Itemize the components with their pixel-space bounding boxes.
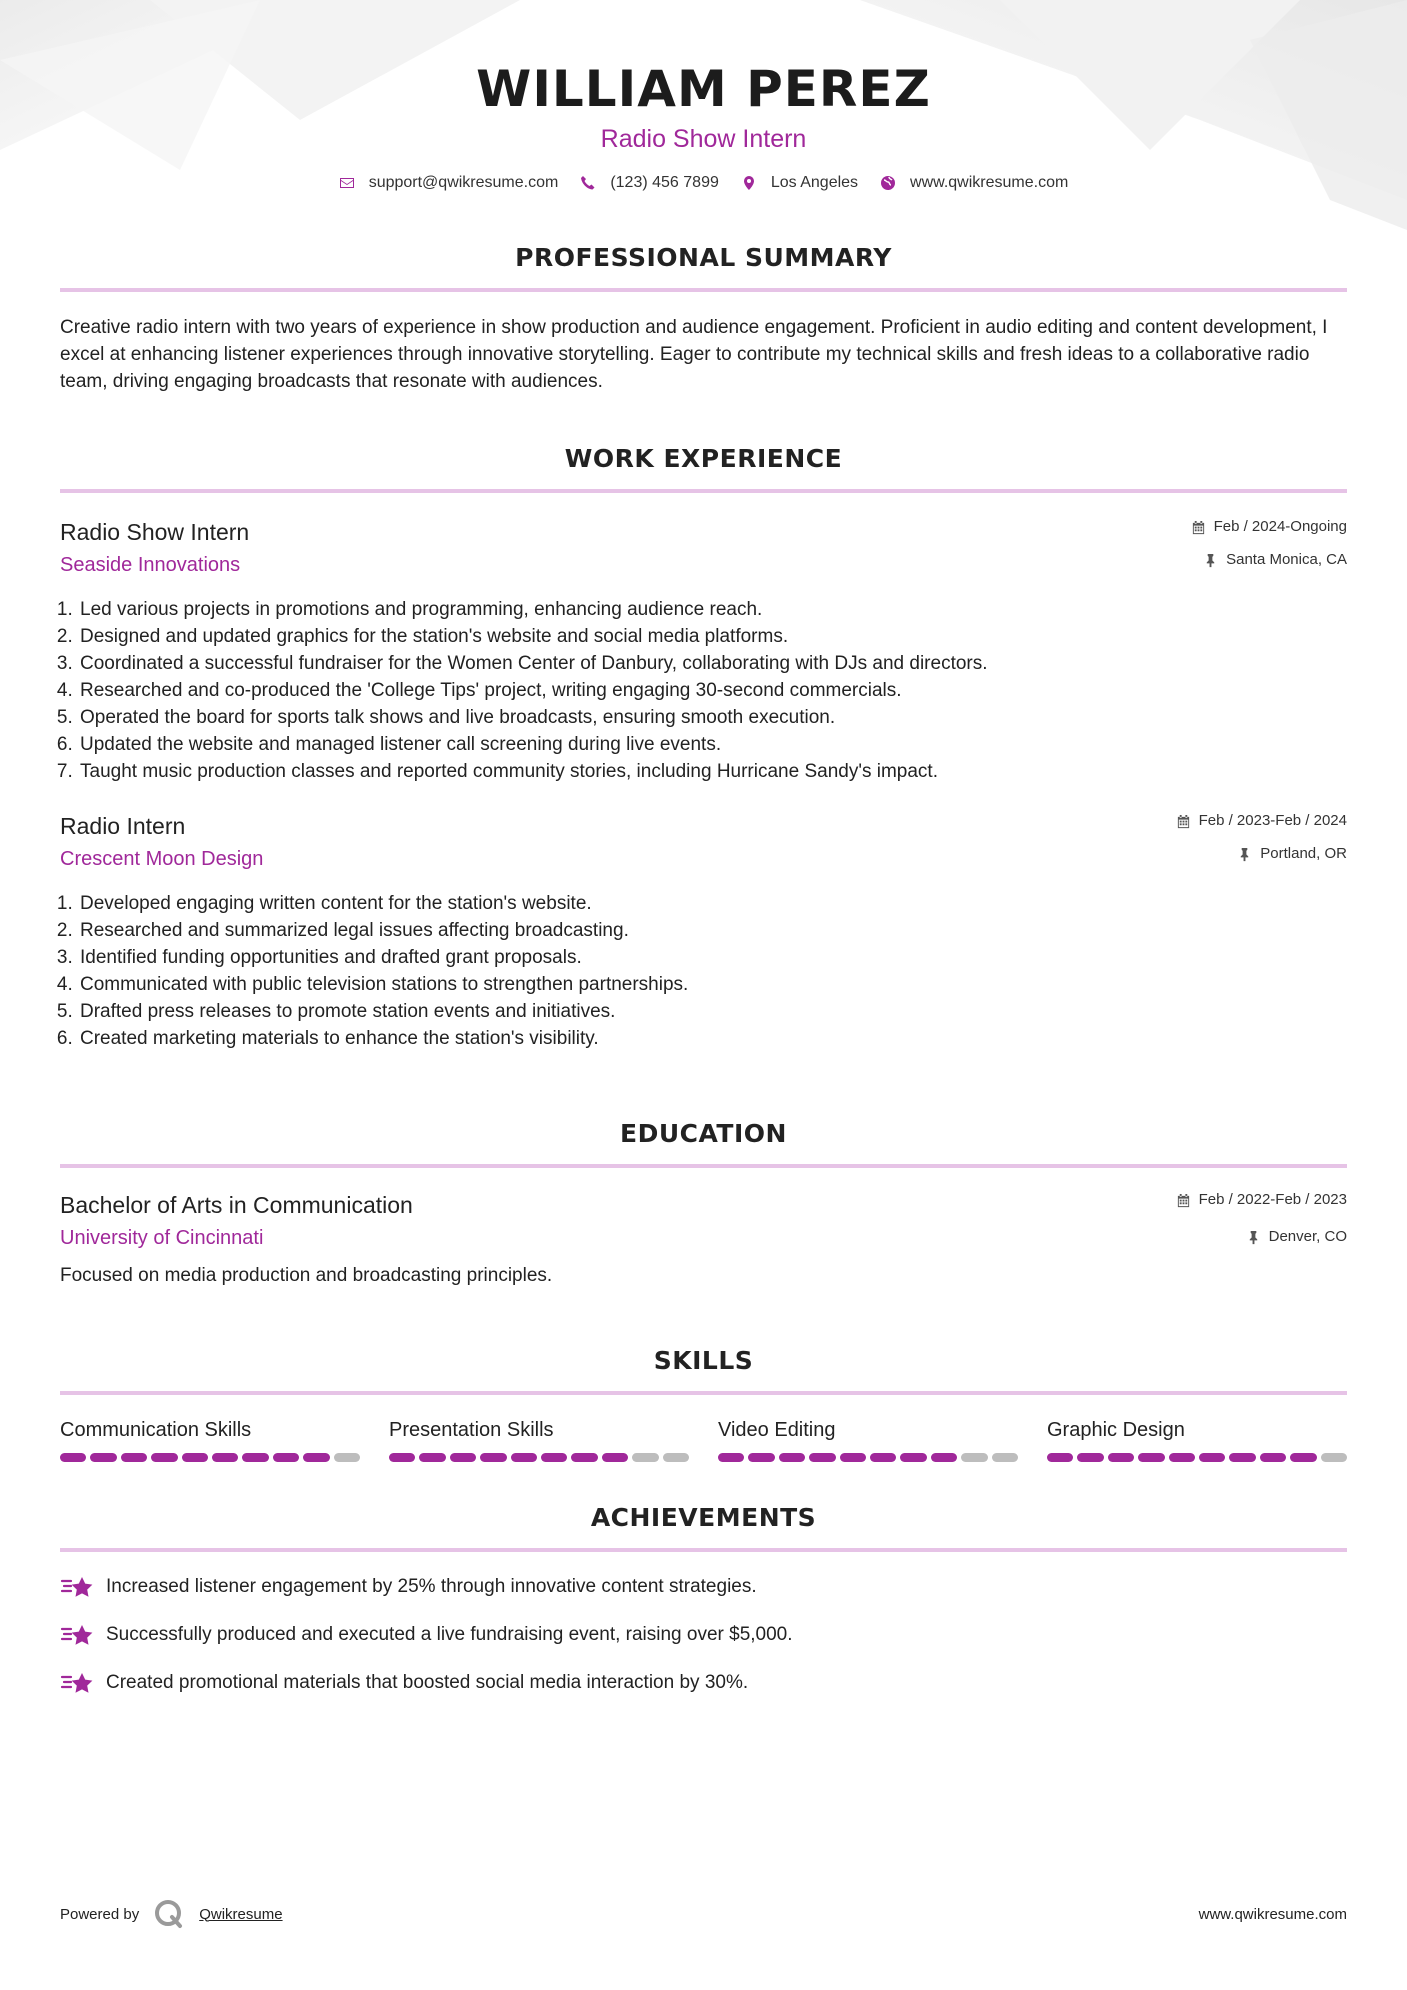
skill-segment-filled (60, 1453, 86, 1462)
skill-level-bar (718, 1453, 1018, 1462)
list-item: 6. Created marketing materials to enhance the station's visibility. (78, 1025, 1347, 1052)
job-date-text: Feb / 2024-Ongoing (1213, 518, 1347, 535)
envelope-icon (339, 175, 355, 191)
section-divider (60, 288, 1347, 292)
summary-text: Creative radio intern with two years of experience in show production and audience engagement. Proficient in audio editing and content development, I excel at enhancing listener experiences through innovative storytelling. Eager to contribute my technical skills and fresh ideas to a collaborative radio team, driving engaging broadcasts that resonate with audiences. (60, 317, 1328, 392)
skill-segment-filled (90, 1453, 116, 1462)
pushpin-icon (1237, 847, 1252, 862)
contact-location (741, 174, 858, 192)
skill-segment-filled (303, 1453, 329, 1462)
skill-item (389, 1417, 689, 1462)
job-date (1176, 811, 1347, 831)
degree-name: Bachelor of Arts in Communication (60, 1192, 413, 1218)
education-description: Focused on media production and broadcasting principles. (60, 1265, 553, 1286)
education-date (1176, 1190, 1347, 1210)
skill-segment-filled (511, 1453, 537, 1462)
job-company: Crescent Moon Design (60, 848, 264, 870)
job-date-text: Feb / 2023-Feb / 2024 (1198, 812, 1347, 829)
skill-segment-filled (212, 1453, 238, 1462)
contact-website[interactable] (880, 174, 1068, 192)
skill-segment-filled (602, 1453, 628, 1462)
shooting-star-icon (60, 1572, 96, 1602)
shooting-star-icon (60, 1620, 96, 1650)
skill-item (718, 1417, 1018, 1462)
list-item: 4. Researched and co-produced the 'College Tips' project, writing engaging 30-second commercials. (78, 677, 1347, 704)
achievements-list (60, 1572, 1347, 1698)
summary-heading: PROFESSIONAL SUMMARY (515, 243, 892, 272)
job-entry (60, 811, 1347, 1052)
list-item: 1. Developed engaging written content for the station's website. (78, 890, 1347, 917)
section-divider (60, 1548, 1347, 1552)
skill-segment-filled (779, 1453, 805, 1462)
skills-section (60, 1345, 1347, 1462)
skill-segment-filled (273, 1453, 299, 1462)
skill-name: Graphic Design (1047, 1419, 1185, 1441)
contact-email[interactable] (339, 174, 559, 192)
location-text: Los Angeles (770, 174, 859, 191)
skill-segment-filled (1260, 1453, 1286, 1462)
section-divider (60, 489, 1347, 493)
skill-level-bar (60, 1453, 360, 1462)
skill-segment-filled (809, 1453, 835, 1462)
skill-segment-empty (632, 1453, 658, 1462)
job-role: Radio Show Intern (60, 519, 250, 545)
school-name: University of Cincinnati (60, 1227, 264, 1249)
qwikresume-link[interactable]: Qwikresume (199, 1905, 283, 1923)
skill-segment-filled (840, 1453, 866, 1462)
skill-segment-empty (334, 1453, 360, 1462)
skill-segment-filled (151, 1453, 177, 1462)
education-section (60, 1118, 1347, 1289)
contact-bar (60, 174, 1347, 192)
achievements-section (60, 1502, 1347, 1698)
list-item: 4. Communicated with public television stations to strengthen partnerships. (78, 971, 1347, 998)
pushpin-icon (1246, 1230, 1261, 1245)
skill-segment-filled (450, 1453, 476, 1462)
list-item: 1. Led various projects in promotions and programming, enhancing audience reach. (78, 596, 1347, 623)
qwikresume-logo-icon (153, 1898, 185, 1930)
footer-website[interactable]: www.qwikresume.com (1198, 1905, 1347, 1923)
achievement-text: Successfully produced and executed a live fundraising event, raising over $5,000. (106, 1624, 793, 1645)
list-item: 5. Operated the board for sports talk shows and live broadcasts, ensuring smooth execution. (78, 704, 1347, 731)
skill-segment-filled (718, 1453, 744, 1462)
section-divider (60, 1164, 1347, 1168)
list-item (60, 1620, 1347, 1650)
skill-segment-filled (1229, 1453, 1255, 1462)
experience-section (60, 443, 1347, 1052)
skill-segment-filled (1169, 1453, 1195, 1462)
list-item (60, 1668, 1347, 1698)
job-role: Radio Intern (60, 813, 186, 839)
skill-segment-filled (1199, 1453, 1225, 1462)
education-heading: EDUCATION (620, 1119, 787, 1148)
list-item (60, 1572, 1347, 1602)
list-item: 3. Coordinated a successful fundraiser for the Women Center of Danbury, collaborating with DJs and directors. (78, 650, 1347, 677)
list-item: 2. Designed and updated graphics for the station's website and social media platforms. (78, 623, 1347, 650)
email-text: support@qwikresume.com (368, 174, 559, 191)
list-item: 5. Drafted press releases to promote station events and initiatives. (78, 998, 1347, 1025)
phone-text: (123) 456 7899 (610, 174, 719, 191)
candidate-title: Radio Show Intern (600, 125, 807, 153)
skill-segment-filled (242, 1453, 268, 1462)
skill-segment-empty (992, 1453, 1018, 1462)
calendar-icon (1176, 814, 1191, 829)
candidate-name: WILLIAM PEREZ (476, 60, 931, 118)
skill-segment-filled (1290, 1453, 1316, 1462)
pushpin-icon (1203, 553, 1218, 568)
skill-item (60, 1417, 360, 1462)
job-location-text: Santa Monica, CA (1226, 551, 1347, 568)
skill-segment-filled (1108, 1453, 1134, 1462)
skill-item (1047, 1417, 1347, 1462)
powered-by-label: Powered by (60, 1905, 140, 1923)
shooting-star-icon (60, 1668, 96, 1698)
skill-level-bar (1047, 1453, 1347, 1462)
skill-name: Video Editing (718, 1419, 836, 1441)
skill-segment-filled (900, 1453, 926, 1462)
powered-by (60, 1898, 283, 1930)
list-item: 2. Researched and summarized legal issues affecting broadcasting. (78, 917, 1347, 944)
job-bullets (60, 890, 1347, 1052)
summary-section (60, 242, 1347, 395)
skill-segment-filled (1077, 1453, 1103, 1462)
globe-icon (880, 175, 896, 191)
skills-grid (60, 1417, 1347, 1462)
skill-segment-filled (1138, 1453, 1164, 1462)
map-pin-icon (741, 175, 757, 191)
job-location (1176, 844, 1347, 864)
page-footer (60, 1898, 1347, 1930)
job-company: Seaside Innovations (60, 554, 241, 576)
section-divider (60, 1391, 1347, 1395)
skill-segment-filled (931, 1453, 957, 1462)
skill-segment-filled (182, 1453, 208, 1462)
calendar-icon (1191, 520, 1206, 535)
job-location-text: Portland, OR (1260, 845, 1347, 862)
skill-segment-empty (663, 1453, 689, 1462)
calendar-icon (1176, 1193, 1191, 1208)
experience-heading: WORK EXPERIENCE (564, 444, 843, 473)
skill-name: Presentation Skills (389, 1419, 554, 1441)
skill-segment-filled (571, 1453, 597, 1462)
skill-name: Communication Skills (60, 1419, 252, 1441)
list-item: 6. Updated the website and managed listener call screening during live events. (78, 731, 1347, 758)
job-bullets (60, 596, 1347, 785)
achievement-text: Increased listener engagement by 25% through innovative content strategies. (106, 1576, 757, 1597)
skill-segment-filled (480, 1453, 506, 1462)
skills-heading: SKILLS (653, 1346, 754, 1375)
phone-icon (580, 175, 596, 191)
skill-level-bar (389, 1453, 689, 1462)
skill-segment-empty (961, 1453, 987, 1462)
skill-segment-filled (121, 1453, 147, 1462)
achievements-heading: ACHIEVEMENTS (590, 1503, 817, 1532)
website-text: www.qwikresume.com (910, 174, 1069, 191)
skill-segment-empty (1321, 1453, 1347, 1462)
resume-header (60, 0, 1347, 192)
list-item: 3. Identified funding opportunities and drafted grant proposals. (78, 944, 1347, 971)
achievement-text: Created promotional materials that boosted social media interaction by 30%. (106, 1672, 749, 1693)
skill-segment-filled (1047, 1453, 1073, 1462)
skill-segment-filled (541, 1453, 567, 1462)
list-item: 7. Taught music production classes and reported community stories, including Hurricane Sandy's impact. (78, 758, 1347, 785)
job-entry (60, 517, 1347, 785)
education-location (1176, 1227, 1347, 1247)
skill-segment-filled (870, 1453, 896, 1462)
job-location (1191, 550, 1347, 570)
contact-phone[interactable] (580, 174, 719, 192)
education-location-text: Denver, CO (1268, 1228, 1347, 1245)
job-date (1191, 517, 1347, 537)
skill-segment-filled (419, 1453, 445, 1462)
education-date-text: Feb / 2022-Feb / 2023 (1198, 1191, 1347, 1208)
skill-segment-filled (389, 1453, 415, 1462)
education-entry (60, 1190, 1347, 1289)
skill-segment-filled (748, 1453, 774, 1462)
